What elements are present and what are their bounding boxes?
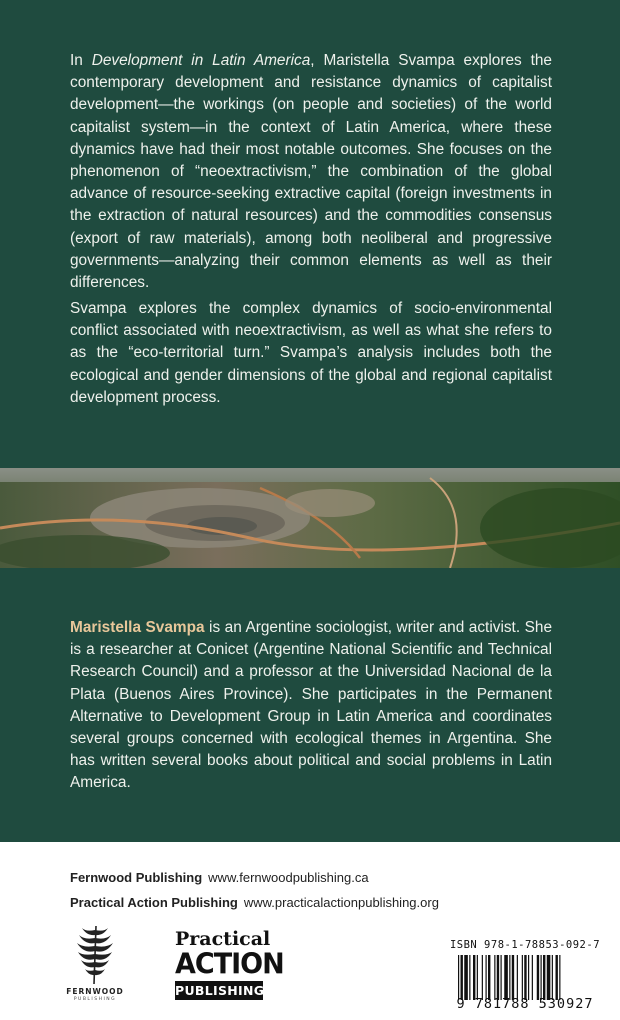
pa-logo-line1: Practical (175, 928, 271, 950)
fernwood-logo-sub: PUBLISHING (73, 997, 117, 1002)
pa-logo-line2: ACTION (175, 948, 284, 981)
isbn-barcode-block (446, 936, 604, 1014)
fernwood-logo-name: FERNWOOD (66, 987, 124, 996)
publisher-line-practical-action (70, 895, 439, 910)
publisher-url: www.practicalactionpublishing.org (243, 895, 439, 910)
book-title: Development in Latin America (91, 52, 311, 69)
publisher-url: www.fernwoodpublishing.ca (208, 870, 369, 885)
blurb-paragraph-1 (70, 50, 552, 294)
publisher-line-fernwood (70, 870, 369, 885)
author-bio-text: is an Argentine sociologist, writer and activist. She is a researcher at Conicet (Argentine National Scientific and Technical Research Council) and a professor at the Universidad Nacional de la Plata (Buenos Aires Province). She participates in the Permanent Alternative to Development Group in Latin America and coordinates several groups concerned with ecological themes in Argentina. She has written several books about political and social problems in Latin America. (70, 619, 552, 792)
author-bio (70, 617, 552, 795)
practical-action-logo (175, 928, 284, 1000)
publisher-name: Practical Action Publishing (70, 895, 238, 910)
aerial-mine-photo (0, 468, 620, 568)
pa-logo-line3: PUBLISHING (175, 983, 265, 998)
isbn-label: ISBN 978-1-78853-092-7 (449, 939, 601, 951)
publisher-name: Fernwood Publishing (70, 870, 203, 885)
barcode-digits: 9 781788 530927 (456, 996, 594, 1012)
blurb-intro: In (70, 52, 92, 69)
blurb-paragraph-2: Svampa explores the complex dynamics of socio-environmental conflict associated with neoextractivism, as well as what she refers to as the “eco-territorial turn.” Svampa’s analysis includes both the ecological and gender dimensions of the global and regional capitalist development process. (70, 300, 552, 406)
author-name: Maristella Svampa (70, 619, 205, 636)
barcode (458, 955, 598, 1000)
blurb-body: , Maristella Svampa explores the contemporary development and resistance dynamics of capitalist development—the workings (on people and societies) of the world capitalist system—in the context of Latin America, where these dynamics have had their most notable outcomes. She focuses on the phenomenon of “neoextractivism,” the combination of the global advance of resource-seeking extractive capital (foreign investments in the extraction of natural resources) and the commodities consensus (export of raw materials), among both neoliberal and progressive governments—analyzing their common elements as well as their differences. (70, 52, 552, 292)
